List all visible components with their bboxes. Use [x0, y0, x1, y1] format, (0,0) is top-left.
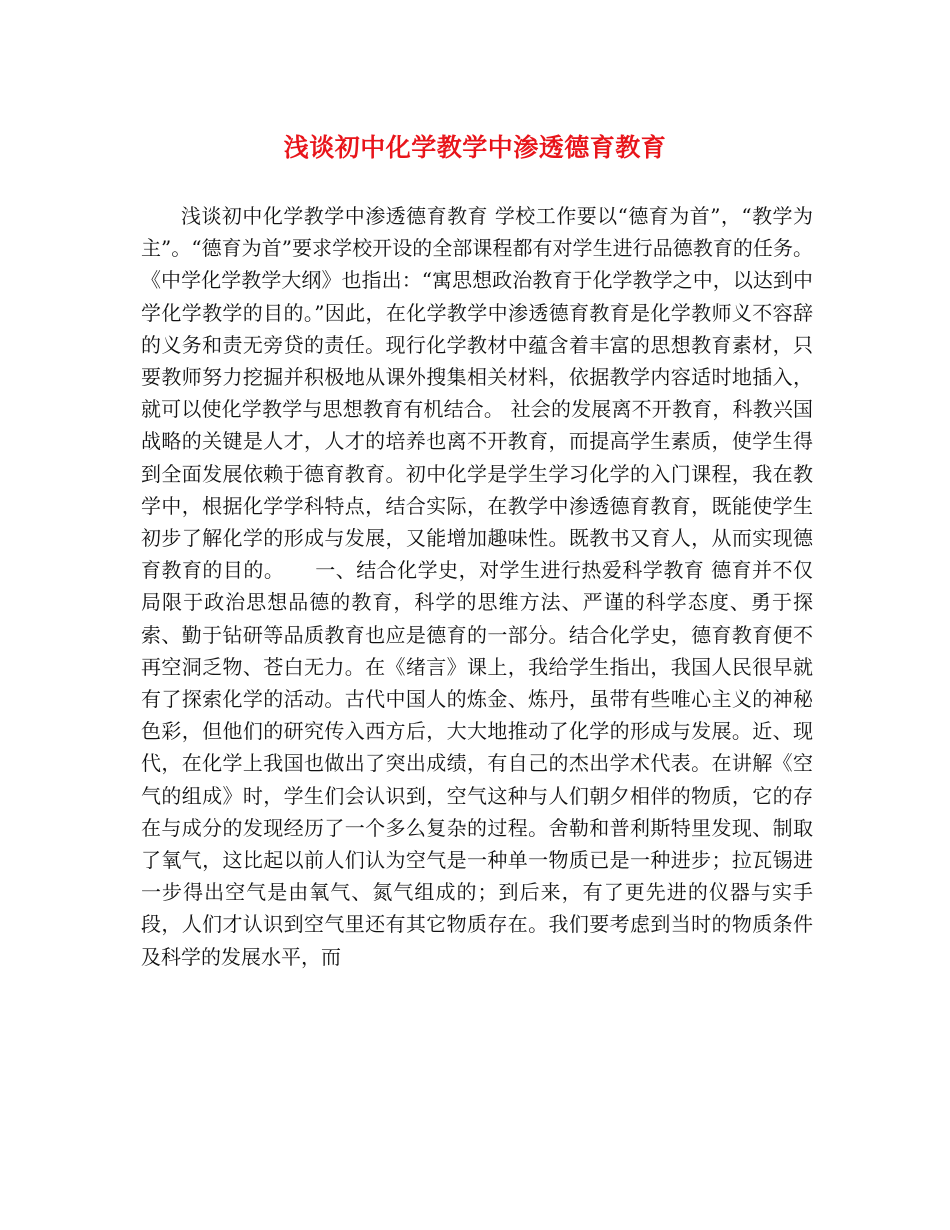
document-body: 浅谈初中化学教学中渗透德育教育 学校工作要以“德育为首”，“教学为主”。“德育为首”要求学校开设的全部课程都有对学生进行品德教育的任务。《中学化学教学大纲》也指出：“寓思想政治教育于化学教学之中，以达到中学化学教学的目的。”因此，在化学教学中渗透德育教育是化学教师义不容辞的义务和责无旁贷的责任。现行化学教材中蕴含着丰富的思想教育素材，只要教师努力挖掘并积极地从课外搜集相关材料，依据教学内容适时地插入，就可以使化学教学与思想教育有机结合。 社会的发展离不开教育，科教兴国战略的关键是人才，人才的培养也离不开教育，而提高学生素质，使学生得到全面发展依赖于德育教育。初中化学是学生学习化学的入门课程，我在教学中，根据化学学科特点，结合实际，在教学中渗透德育教育，既能使学生初步了解化学的形成与发展，又能增加趣味性。既教书又育人，从而实现德育教育的目的。 一、结合化学史，对学生进行热爱科学教育 德育并不仅局限于政治思想品德的教育，科学的思维方法、严谨的科学态度、勇于探索、勤于钻研等品质教育也应是德育的一部分。结合化学史，德育教育便不再空洞乏物、苍白无力。在《绪言》课上，我给学生指出，我国人民很早就有了探索化学的活动。古代中国人的炼金、炼丹，虽带有些唯心主义的神秘色彩，但他们的研究传入西方后，大大地推动了化学的形成与发展。近、现代，在化学上我国也做出了突出成绩，有自己的杰出学术代表。在讲解《空气的组成》时，学生们会认识到，空气这种与人们朝夕相伴的物质，它的存在与成分的发现经历了一个多么复杂的过程。舍勒和普利斯特里发现、制取了氧气，这比起以前人们认为空气是一种单一物质已是一种进步；拉瓦锡进一步得出空气是由氧气、氮气组成的；到后来，有了更先进的仪器与实手段，人们才认识到空气里还有其它物质存在。我们要考虑到当时的物质条件及科学的发展水平，而: [141, 204, 813, 969]
document-title: 浅谈初中化学教学中渗透德育教育: [283, 133, 667, 162]
